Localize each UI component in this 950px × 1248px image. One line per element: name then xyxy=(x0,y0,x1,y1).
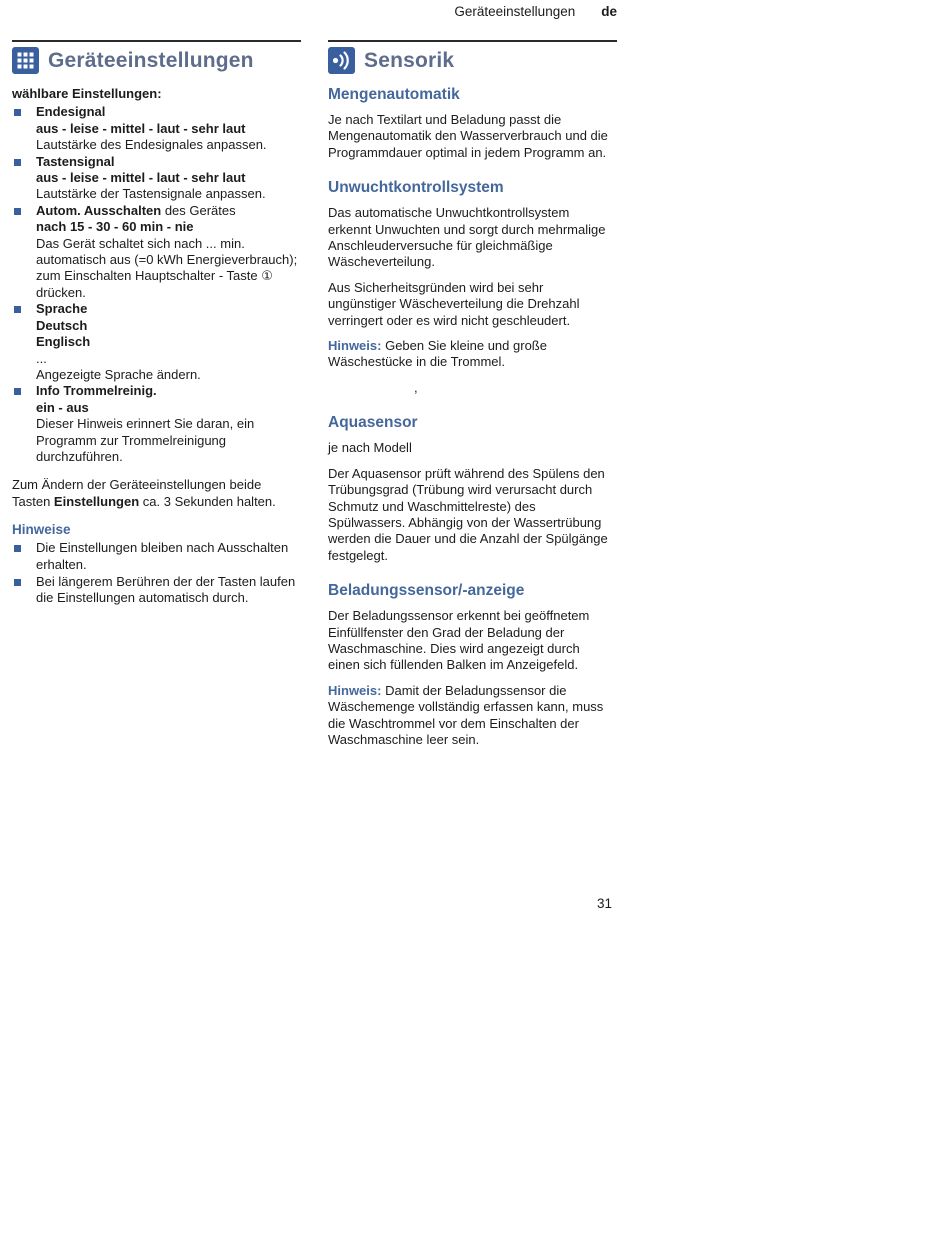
aquasensor-model-note: je nach Modell xyxy=(328,440,412,456)
running-header xyxy=(0,4,617,19)
heading-beladungssensor: Beladungssensor/-anzeige xyxy=(328,582,525,600)
beladung-hint xyxy=(328,683,612,749)
right-column-rule xyxy=(328,40,612,42)
setting-name-suffix: des Gerätes xyxy=(161,202,236,218)
setting-item-tastensignal xyxy=(12,154,301,203)
setting-language-option: Englisch xyxy=(36,334,91,350)
setting-name: Endesignal xyxy=(36,104,106,120)
right-section-title: Sensorik xyxy=(364,48,455,72)
heading-mengenautomatik: Mengenautomatik xyxy=(328,86,460,103)
bullet-square-icon xyxy=(14,306,21,313)
bullet-square-icon xyxy=(14,579,21,586)
hint-text: Damit der Beladungssensor die Wäschemenge vollständig erfassen kann, muss die Waschtrommel vor dem Einschalten der Waschmaschine leer sein. xyxy=(328,682,604,747)
heading-aquasensor: Aquasensor xyxy=(328,414,418,432)
hint-item xyxy=(12,540,301,573)
unwucht-text-1: Das automatische Unwuchtkontrollsystem erkennt Unwuchten und sorgt durch mehrmalige Anschleuderversuche für gleichmäßige Wäscheverteilung. xyxy=(328,205,606,270)
left-section-title: Geräteeinstellungen xyxy=(48,48,254,72)
change-note-pre: Zum Ändern der Geräteeinstellungen beide Tasten xyxy=(12,477,262,509)
setting-desc: Dieser Hinweis erinnert Sie daran, ein Programm zur Trommelreinigung durchzuführen. xyxy=(36,416,255,464)
bullet-square-icon xyxy=(14,545,21,552)
setting-options: aus - leise - mittel - laut - sehr laut xyxy=(36,120,246,136)
header-section-title: Geräteeinstellungen xyxy=(454,4,576,19)
mengenautomatik-text: Je nach Textilart und Beladung passt die Mengenautomatik den Wasserverbrauch und die Programmdauer optimal in jedem Programm an. xyxy=(328,112,608,160)
hint-text: Bei längerem Berühren der der Tasten laufen die Einstellungen automatisch durch. xyxy=(36,573,296,606)
aquasensor-text: Der Aquasensor prüft während des Spülens den Trübungsgrad (Trübung wird verursacht durch Schmutz und Waschmittelreste) des Spülwassers. Abhängig von der Wassertrübung werden die Dauer und die Anzahl der Spülgänge festgelegt. xyxy=(328,465,608,563)
setting-item-autom-ausschalten xyxy=(12,203,301,301)
hint-text: Die Einstellungen bleiben nach Ausschalten erhalten. xyxy=(36,540,289,572)
grid-keypad-icon xyxy=(12,47,39,74)
bullet-square-icon xyxy=(14,388,21,395)
heading-unwuchtkontrollsystem: Unwuchtkontrollsystem xyxy=(328,179,504,197)
setting-name-line xyxy=(36,203,301,219)
setting-item-sprache xyxy=(12,301,301,383)
setting-options: ein - aus xyxy=(36,399,89,415)
hint-label: Hinweis: xyxy=(328,338,382,354)
right-column xyxy=(328,40,612,757)
left-column-rule xyxy=(12,40,301,42)
setting-name: Tastensignal xyxy=(36,153,115,169)
left-column-heading xyxy=(12,47,301,74)
page-number: 31 xyxy=(596,896,612,911)
sound-waves-icon xyxy=(328,47,355,74)
header-language-code: de xyxy=(601,4,617,19)
bullet-square-icon xyxy=(14,159,21,166)
setting-item-endesignal xyxy=(12,104,301,153)
setting-name: Info Trommelreinig. xyxy=(36,383,157,399)
change-settings-note xyxy=(12,477,301,510)
change-note-bold: Einstellungen xyxy=(53,493,140,509)
setting-name: Autom. Ausschalten xyxy=(36,202,162,218)
left-column xyxy=(12,40,301,608)
setting-desc: Angezeigte Sprache ändern. xyxy=(36,366,201,382)
setting-name: Sprache xyxy=(36,301,88,317)
hint-item xyxy=(12,574,301,607)
hints-heading: Hinweise xyxy=(12,522,71,538)
right-column-heading xyxy=(328,47,612,74)
hint-label: Hinweis: xyxy=(328,682,382,698)
settings-intro: wählbare Einstellungen: xyxy=(12,86,162,101)
unwucht-hint xyxy=(328,338,612,371)
settings-list xyxy=(12,104,301,465)
setting-options: nach 15 - 30 - 60 min - nie xyxy=(36,219,194,235)
change-note-post: ca. 3 Sekunden halten. xyxy=(139,493,276,509)
setting-desc: Das Gerät schaltet sich nach ... min. automatisch aus (=0 kWh Energieverbrauch); zum Einschalten Hauptschalter - Taste ① drücken. xyxy=(36,235,298,300)
bullet-square-icon xyxy=(14,208,21,215)
setting-ellipsis: ... xyxy=(36,350,47,366)
stray-comma: , xyxy=(414,379,418,395)
hint-text: Geben Sie kleine und große Wäschestücke in die Trommel. xyxy=(328,338,547,370)
setting-desc: Lautstärke der Tastensignale anpassen. xyxy=(36,186,266,202)
beladung-text: Der Beladungssensor erkennt bei geöffnetem Einfüllfenster den Grad der Beladung der Waschmaschine. Dies wird angezeigt durch einen sich füllenden Balken im Anzeigefeld. xyxy=(328,608,590,673)
bullet-square-icon xyxy=(14,109,21,116)
unwucht-text-2: Aus Sicherheitsgründen wird bei sehr ungünstiger Wäscheverteilung die Drehzahl verringert oder es wird nicht geschleudert. xyxy=(328,279,580,328)
setting-language-option: Deutsch xyxy=(36,317,88,333)
setting-desc: Lautstärke des Endesignales anpassen. xyxy=(36,137,267,153)
setting-item-info-trommelreinig xyxy=(12,383,301,465)
hints-list xyxy=(12,540,301,607)
setting-options: aus - leise - mittel - laut - sehr laut xyxy=(36,170,246,186)
